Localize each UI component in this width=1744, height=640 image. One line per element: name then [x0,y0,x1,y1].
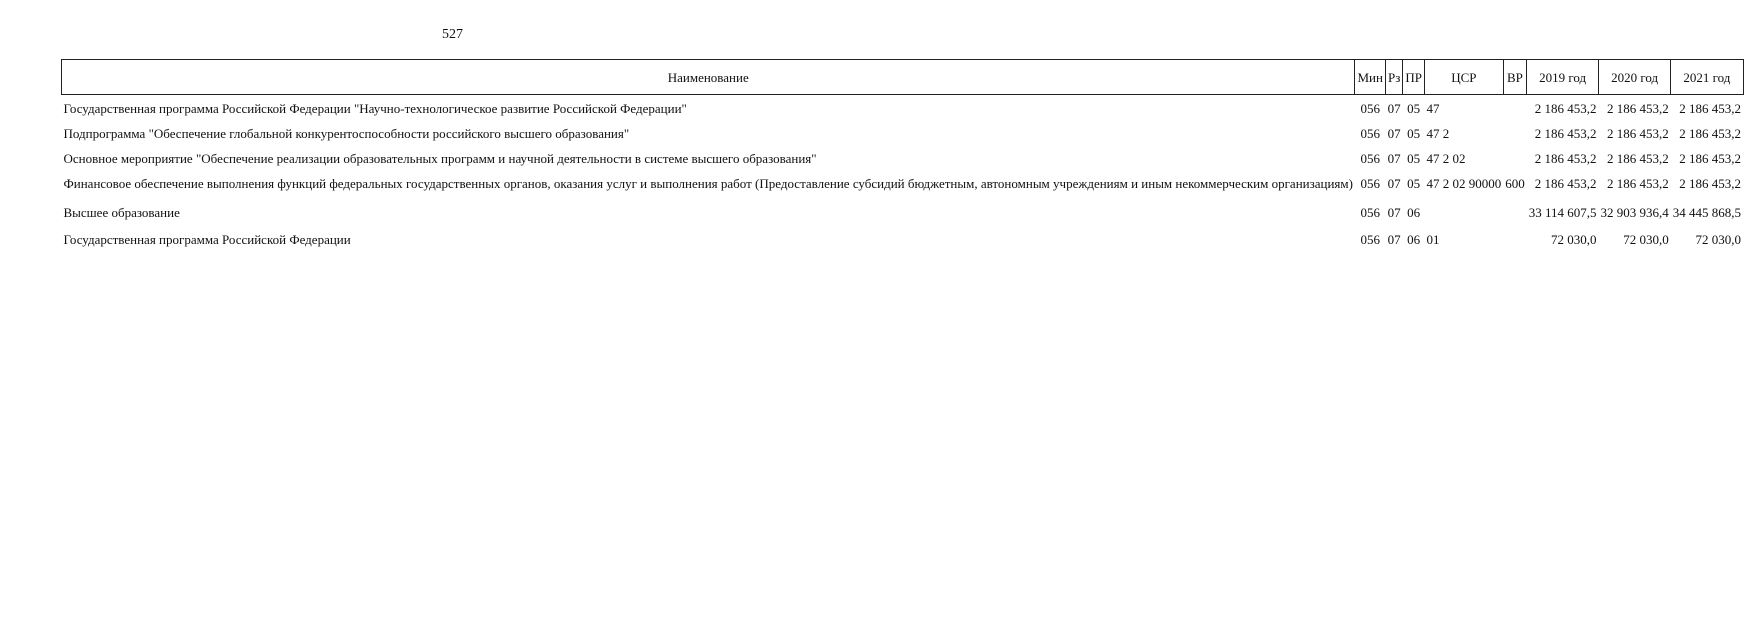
table-row [62,166,1744,191]
row-pr: 05 [1407,176,1421,191]
table-row [62,95,1744,117]
row-2019: 2 186 453,2 [1534,101,1597,116]
row-pr: 06 [1407,205,1421,220]
table-header-row [62,60,1744,95]
row-2020: 32 903 936,4 [1600,205,1669,220]
row-rz: 07 [1387,232,1401,247]
row-vr [1503,220,1527,247]
row-name: Государственная программа Российской Федерации "Научно-технологическое развитие Российской Федерации" [63,101,687,116]
row-vr: 600 [1505,176,1525,191]
header-rz: Рз [1385,60,1402,95]
row-2021: 2 186 453,2 [1679,176,1741,191]
row-2020: 2 186 453,2 [1607,126,1669,141]
row-2019: 2 186 453,2 [1534,176,1597,191]
row-2020: 2 186 453,2 [1607,101,1669,116]
page-number: 527 [442,27,463,42]
row-vr [1503,116,1527,141]
header-2020: 2020 год [1599,60,1671,95]
row-2020: 2 186 453,2 [1607,151,1669,166]
row-csr: 47 2 02 90000 [1426,176,1502,191]
row-name: Подпрограмма "Обеспечение глобальной конкурентоспособности российского высшего образования" [63,126,630,141]
row-min: 056 [1360,126,1380,141]
row-name: Финансовое обеспечение выполнения функций федеральных государственных органов, оказания услуг и выполнения работ (Предоставление субсидий бюджетным, автономным учреждениям и иным некоммерческим организациям) [63,176,1353,191]
row-2019: 33 114 607,5 [1528,205,1597,220]
header-vr: ВР [1503,60,1527,95]
row-min: 056 [1360,151,1380,166]
header-2019: 2019 год [1527,60,1599,95]
row-pr: 06 [1407,232,1421,247]
row-min: 056 [1360,101,1380,116]
header-min: Мин [1355,60,1385,95]
row-2021: 72 030,0 [1695,232,1741,247]
row-pr: 05 [1407,151,1421,166]
table-row [62,116,1744,141]
budget-table [61,59,1744,247]
header-pr: ПР [1403,60,1425,95]
row-rz: 07 [1387,205,1401,220]
row-2020: 2 186 453,2 [1607,176,1669,191]
row-2021: 2 186 453,2 [1679,126,1741,141]
row-min: 056 [1360,232,1380,247]
header-2021: 2021 год [1671,60,1743,95]
header-csr: ЦСР [1424,60,1503,95]
row-vr [1503,191,1527,220]
row-pr: 05 [1407,126,1421,141]
row-2019: 2 186 453,2 [1534,126,1597,141]
row-name: Высшее образование [63,205,180,220]
row-min: 056 [1360,176,1380,191]
row-name: Основное мероприятие "Обеспечение реализации образовательных программ и научной деятельности в системе высшего образования" [63,151,817,166]
row-csr: 47 [1426,101,1440,116]
header-name: Наименование [62,60,1355,95]
row-csr [1424,191,1503,220]
table-row [62,220,1744,247]
row-2021: 34 445 868,5 [1672,205,1741,220]
row-rz: 07 [1387,176,1401,191]
row-2021: 2 186 453,2 [1679,151,1741,166]
row-csr: 47 2 [1426,126,1450,141]
table-row [62,191,1744,220]
row-vr [1503,95,1527,117]
row-2019: 2 186 453,2 [1534,151,1597,166]
row-pr: 05 [1407,101,1421,116]
row-2021: 2 186 453,2 [1679,101,1741,116]
row-2019: 72 030,0 [1551,232,1597,247]
row-name: Государственная программа Российской Федерации [63,232,351,247]
table-row [62,141,1744,166]
row-rz: 07 [1387,101,1401,116]
row-rz: 07 [1387,126,1401,141]
row-2020: 72 030,0 [1623,232,1669,247]
row-vr [1503,141,1527,166]
row-csr: 01 [1426,232,1440,247]
row-min: 056 [1360,205,1380,220]
row-csr: 47 2 02 [1426,151,1466,166]
row-rz: 07 [1387,151,1401,166]
